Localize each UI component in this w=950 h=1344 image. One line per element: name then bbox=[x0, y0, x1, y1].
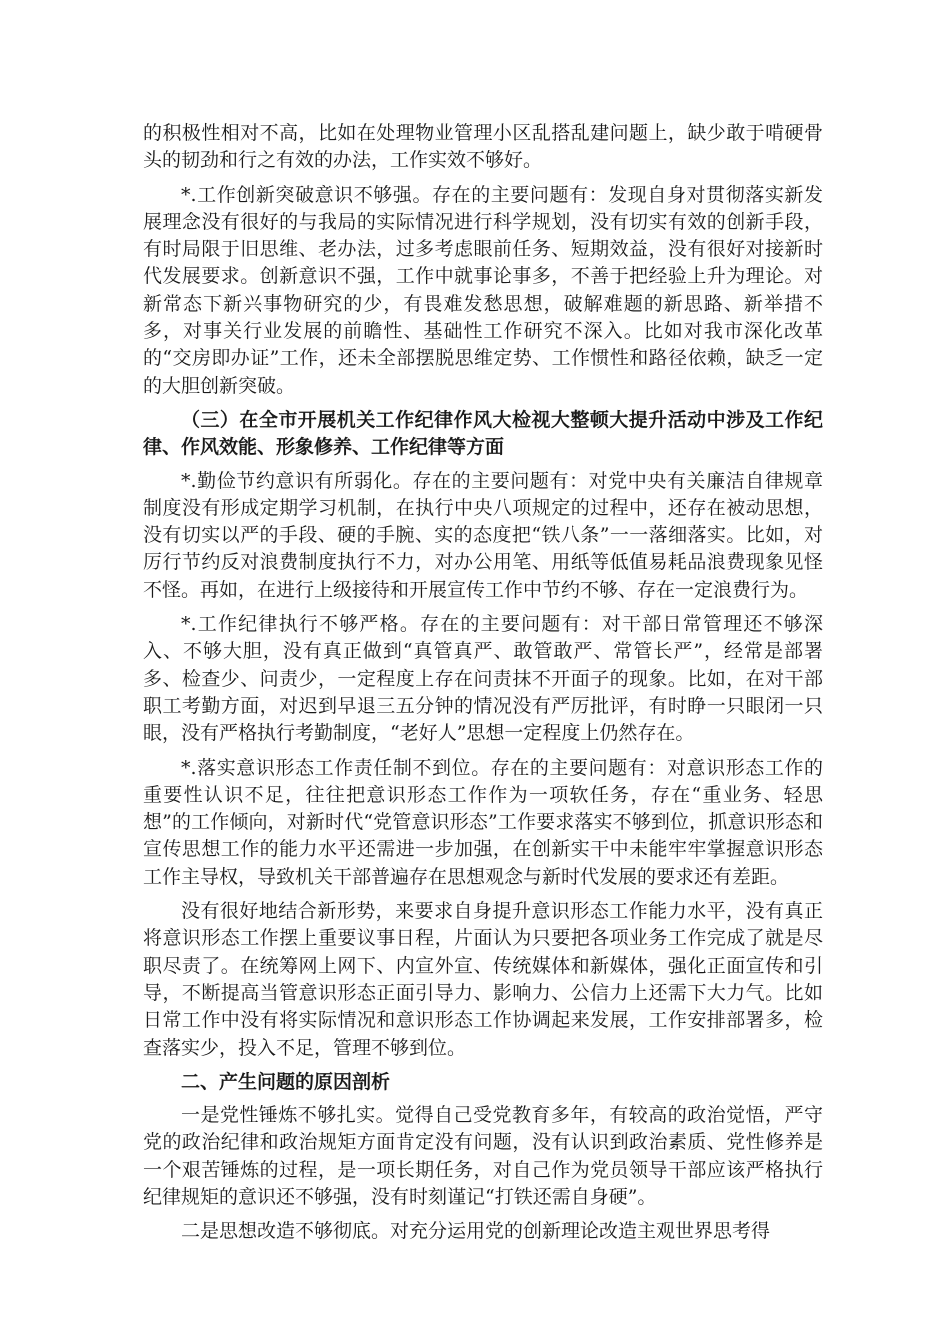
paragraph-ideology-detail: 没有很好地结合新形势，来要求自身提升意识形态工作能力水平，没有真正将意识形态工作摆上重要议事日程，片面认为只要把各项业务工作完成了就是尽职尽责了。在统筹网上网下、内宣外宣、传统媒体和新媒体，强化正面宣传和引导，不断提高当管意识形态正面引导力、影响力、公信力上还需下大力气。比如日常工作中没有将实际情况和意识形态工作协调起来发展，工作安排部署多，检查落实少，投入不足，管理不够到位。 bbox=[143, 900, 823, 1059]
paragraph-continued: 的积极性相对不高，比如在处理物业管理小区乱搭乱建问题上，缺少敢于啃硬骨头的韧劲和行之有效的办法，工作实效不够好。 bbox=[143, 122, 823, 172]
section-heading-3: （三）在全市开展机关工作纪律作风大检视大整顿大提升活动中涉及工作纪律、作风效能、形象修养、工作纪律等方面 bbox=[143, 408, 823, 459]
paragraph-discipline: *.工作纪律执行不够严格。存在的主要问题有：对干部日常管理还不够深入、不够大胆，没有真正做到“真管真严、敢管敢严、常管长严”，经常是部署多、检查少、问责少，一定程度上存在问责抹不开面子的现象。比如，在对干部职工考勤方面，对迟到早退三五分钟的情况没有严厉批评，有时睁一只眼闭一只眼，没有严格执行考勤制度，“老好人”思想一定程度上仍然存在。 bbox=[143, 613, 823, 745]
paragraph-ideology: *.落实意识形态工作责任制不到位。存在的主要问题有：对意识形态工作的重要性认识不足，往往把意识形态工作作为一项软任务，存在“重业务、轻思想”的工作倾向，对新时代“党管意识形态”工作要求落实不够到位，抓意识形态和宣传思想工作的能力水平还需进一步加强，在创新实干中未能牢牢掌握意识形态工作主导权，导致机关干部普遍存在思想观念与新时代发展的要求还有差距。 bbox=[143, 756, 823, 888]
document-page bbox=[143, 120, 823, 1253]
paragraph-innovation: *.工作创新突破意识不够强。存在的主要问题有：发现自身对贯彻落实新发展理念没有很好的与我局的实际情况进行科学规划，没有切实有效的创新手段，有时局限于旧思维、老办法，过多考虑眼前任务、短期效益，没有很好对接新时代发展要求。创新意识不强，工作中就事论事多，不善于把经验上升为理论。对新常态下新兴事物研究的少，有畏难发愁思想，破解难题的新思路、新举措不多，对事关行业发展的前瞻性、基础性工作研究不深入。比如对我市深化改革的“交房即办证”工作，还未全部摆脱思维定势、工作惯性和路径依赖，缺乏一定的大胆创新突破。 bbox=[143, 183, 823, 397]
paragraph-cause-1: 一是党性锤炼不够扎实。觉得自己受党教育多年，有较高的政治觉悟，严守党的政治纪律和政治规矩方面肯定没有问题，没有认识到政治素质、党性修养是一个艰苦锤炼的过程，是一项长期任务，对自己作为党员领导干部应该严格执行纪律规矩的意识还不够强，没有时刻谨记“打铁还需自身硬”。 bbox=[143, 1104, 823, 1208]
section-heading-causes: 二、产生问题的原因剖析 bbox=[181, 1070, 391, 1093]
paragraph-thrift: *.勤俭节约意识有所弱化。存在的主要问题有：对党中央有关廉洁自律规章制度没有形成定期学习机制，在执行中央八项规定的过程中，还存在被动思想，没有切实以严的手段、硬的手腕、实的态度把“铁八条”一一落细落实。比如，对厉行节约反对浪费制度执行不力，对办公用笔、用纸等低值易耗品浪费现象见怪不怪。再如，在进行上级接待和开展宣传工作中节约不够、存在一定浪费行为。 bbox=[143, 469, 823, 601]
paragraph-cause-2: 二是思想改造不够彻底。对充分运用党的创新理论改造主观世界思考得 bbox=[181, 1220, 771, 1243]
